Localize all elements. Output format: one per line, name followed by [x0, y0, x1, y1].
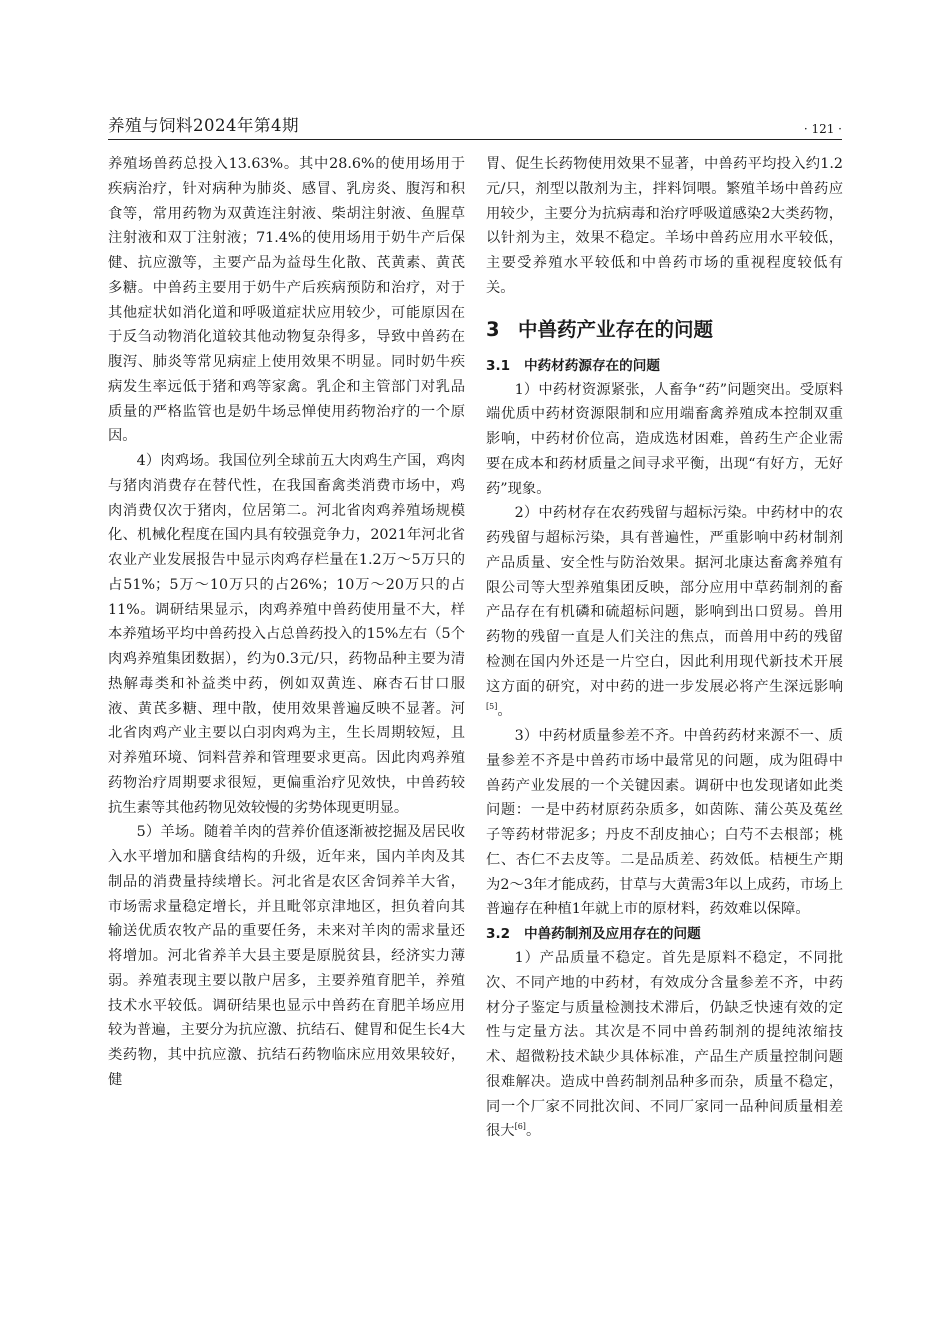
section-heading-3 — [486, 317, 843, 343]
subsection-heading-3-2 — [486, 922, 843, 946]
paragraph-product-quality — [486, 946, 843, 1144]
citation-ref: [5] — [486, 702, 498, 712]
paragraph-text: 2）中药材存在农药残留与超标污染。中药材中的农药残留与超标污染，具有普遍性，严重影响中药材制剂产品质量、安全性与防治效果。据河北康达畜禽养殖有限公司等大型养殖集团反映，部分应用中草药制剂的畜产品存在有机磷和硫超标问题，影响到出口贸易。兽用药物的残留一直是人们关注的焦点，而兽用中药的残留检测在国内外还是一片空白，因此利用现代新技术开展这方面的研究，对中药的进一步发展必将产生深远影响 — [486, 505, 843, 695]
subsection-number: 3.2 — [486, 926, 511, 942]
journal-title: 养殖与饲料2024年第4期 — [108, 116, 299, 135]
paragraph-quality-variance: 3）中药材质量参差不齐。中兽药药材来源不一、质量参差不齐是中兽药市场中最常见的问题，成为阻碍中兽药产业发展的一个关键因素。调研中也发现诸如此类问题：一是中药材原药杂质多，如茵陈、蒲公英及菟丝子等药材带泥多；丹皮不刮皮抽心；白芍不去根部；桃仁、杏仁不去皮等。二是品质差、药效低。桔梗生产期为2～3年才能成药，甘草与大黄需3年以上成药，市场上普遍存在种植1年就上市的原材料，药效难以保障。 — [486, 728, 843, 918]
left-column — [108, 152, 465, 1093]
running-header — [108, 110, 842, 136]
citation-ref: [6] — [514, 1122, 526, 1132]
right-column — [486, 152, 843, 1144]
paragraph-resource-shortage: 1）中药材资源紧张，人畜争“药”问题突出。受原料端优质中药材资源限制和应用端畜禽养殖成本控制双重影响，中药材价位高，造成选材困难，兽药生产企业需要在成本和药材质量之间寻求平衡，出现“有好方，无好药”现象。 — [486, 381, 843, 497]
paragraph-end: 。 — [525, 1123, 541, 1140]
subsection-title: 中兽药制剂及应用存在的问题 — [524, 926, 701, 942]
subsection-heading-3-1 — [486, 354, 843, 378]
paragraph-sheep: 5）羊场。随着羊肉的营养价值逐渐被挖掘及居民收入水平增加和膳食结构的升级，近年来，国内羊肉及其制品的消费量持续增长。河北省是农区舍饲养羊大省，市场需求量稳定增长，并且毗邻京津地区，担负着向其输送优质农牧产品的重要任务，未来对羊肉的需求量还将增加。河北省养羊大县主要是原脱贫县，经济实力薄弱。养殖表现主要以散户居多，主要养殖育肥羊，养殖技术水平较低。调研结果也显示中兽药在育肥羊场应用较为普遍，主要分为抗应激、抗结石、健胃和促生长4大类药物，其中抗应激、抗结石药物临床应用效果较好，健 — [108, 824, 465, 1088]
paragraph-dairy-cont: 养殖场兽药总投入13.63%。其中28.6%的使用场用于疾病治疗，针对病种为肺炎、感冒、乳房炎、腹泻和积食等，常用药物为双黄连注射液、柴胡注射液、鱼腥草注射液和双丁注射液；71.4%的使用场用于奶牛产后保健、抗应激等，主要产品为益母生化散、芪黄素、黄芪多糖。中兽药主要用于奶牛产后疾病预防和治疗，对于其他症状如消化道和呼吸道症状应用较少，可能原因在于反刍动物消化道较其他动物复杂得多，导致中兽药在腹泻、肺炎等常见病症上使用效果不明显。同时奶牛疾病发生率远低于猪和鸡等家禽。乳企和主管部门对乳品质量的严格监管也是奶牛场忌惮使用药物治疗的一个原因。 — [108, 156, 465, 445]
paragraph-pesticide-residue — [486, 501, 843, 724]
page-number: · 121 · — [803, 122, 842, 136]
subsection-number: 3.1 — [486, 357, 511, 374]
header-rule — [108, 139, 842, 140]
paragraph-end: 。 — [497, 703, 512, 720]
section-title: 中兽药产业存在的问题 — [518, 317, 714, 341]
section-number: 3 — [486, 317, 500, 341]
paragraph-broiler: 4）肉鸡场。我国位列全球前五大肉鸡生产国，鸡肉与猪肉消费存在替代性，在我国畜禽类消费市场中，鸡肉消费仅次于猪肉，位居第二。河北省肉鸡养殖场规模化、机械化程度在国内具有较强竞争力，2021年河北省农业产业发展报告中显示肉鸡存栏量在1.2万～5万只的占51%；5万～10万只的占26%；10万～20万只的占11%。调研结果显示，肉鸡养殖中兽药使用量不大，样本养殖场平均中兽药投入占总兽药投入的15%左右（5个肉鸡养殖集团数据），约为0.3元/只，药物品种主要为清热解毒类和补益类中药，例如双黄连、麻杏石甘口服液、黄芪多糖、理中散，使用效果普遍反映不显著。河北省肉鸡产业主要以白羽肉鸡为主，生长周期较短，且对养殖环境、饲料营养和管理要求更高。因此肉鸡养殖药物治疗周期要求很短，更偏重治疗见效快，中兽药较抗生素等其他药物见效较慢的劣势体现更明显。 — [108, 453, 465, 816]
paragraph-sheep-cont: 胃、促生长药物使用效果不显著，中兽药平均投入约1.2元/只，剂型以散剂为主，拌料饲喂。繁殖羊场中兽药应用较少，主要分为抗病毒和治疗呼吸道感染2大类药物，以针剂为主，效果不稳定。羊场中兽药应用水平较低，主要受养殖水平较低和中兽药市场的重视程度较低有关。 — [486, 156, 843, 296]
paragraph-text: 1）产品质量不稳定。首先是原料不稳定，不同批次、不同产地的中药材，有效成分含量参差不齐，中药材分子鉴定与质量检测技术滞后，仍缺乏快速有效的定性与定量方法。其次是不同中兽药制剂的提纯浓缩技术、超微粉技术缺少具体标准，产品生产质量控制问题很难解决。造成中兽药制剂品种多而杂，质量不稳定，同一个厂家不同批次间、不同厂家同一品种间质量相差很大 — [486, 950, 843, 1140]
subsection-title: 中药材药源存在的问题 — [524, 357, 660, 374]
